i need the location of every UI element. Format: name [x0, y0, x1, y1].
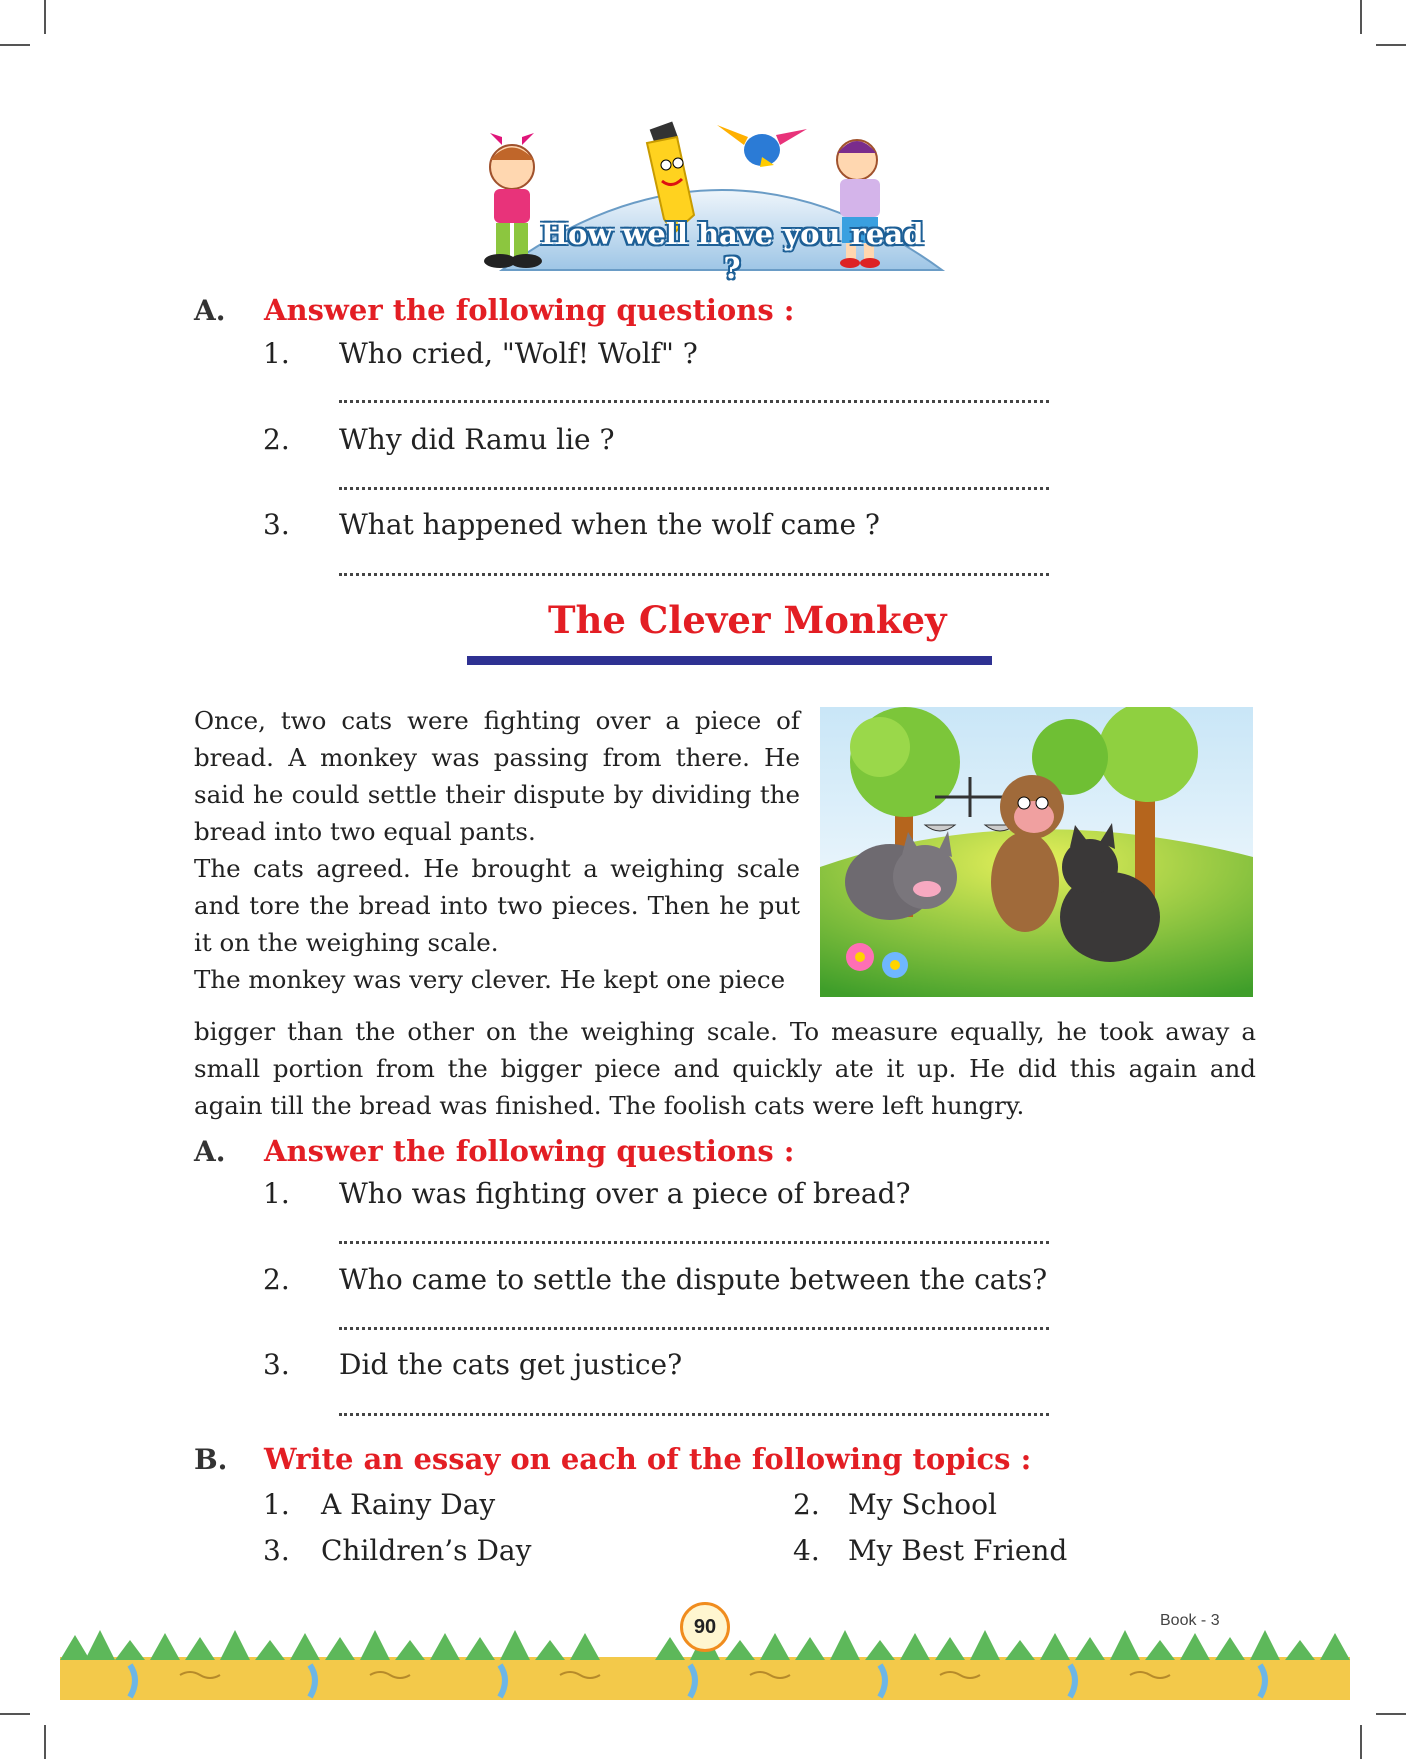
story-paragraph-3-end: bigger than the other on the weighing scale. To measure equally, he took away a small portion from the bigger piece and quickly ate it up. He did this again and again till the bread was finished. The foolish cats were left hungry. — [194, 1017, 1256, 1120]
section-heading: Answer the following questions : — [264, 1134, 795, 1168]
crop-mark — [1376, 44, 1406, 46]
crop-mark — [0, 44, 30, 46]
bird-cartoon — [717, 125, 807, 167]
topic-number: 1. — [263, 1488, 290, 1521]
question-number: 1. — [263, 1177, 290, 1210]
crop-mark — [44, 1725, 46, 1759]
answer-line[interactable] — [339, 573, 1049, 576]
section-heading: Write an essay on each of the following topics : — [264, 1442, 1032, 1476]
story-text — [194, 702, 800, 998]
story-text-continued — [194, 1013, 1256, 1124]
monkey-cats-illustration — [820, 707, 1253, 997]
question-text: Who cried, "Wolf! Wolf" ? — [339, 337, 698, 370]
crop-mark — [0, 1713, 30, 1715]
question-text: Who was fighting over a piece of bread? — [339, 1177, 911, 1210]
topic-text: My Best Friend — [848, 1534, 1068, 1567]
crop-mark — [1360, 0, 1362, 34]
story-paragraph-3-start: The monkey was very clever. He kept one piece — [194, 965, 786, 994]
page-number: 90 — [680, 1602, 730, 1652]
question-text: Did the cats get justice? — [339, 1348, 683, 1381]
crop-mark — [1376, 1713, 1406, 1715]
question-text: Who came to settle the dispute between the cats? — [339, 1263, 1048, 1296]
topic-number: 4. — [793, 1534, 820, 1567]
question-number: 1. — [263, 337, 290, 370]
crop-mark — [44, 0, 46, 34]
answer-line[interactable] — [339, 1413, 1049, 1416]
answer-line[interactable] — [339, 400, 1049, 403]
answer-line[interactable] — [339, 487, 1049, 490]
crop-mark — [1360, 1725, 1362, 1759]
section-letter: A. — [194, 1135, 226, 1168]
banner-title: How well have you read ? — [540, 217, 924, 285]
topic-text: My School — [848, 1488, 997, 1521]
answer-line[interactable] — [339, 1241, 1049, 1244]
question-number: 3. — [263, 508, 290, 541]
topic-text: A Rainy Day — [321, 1488, 496, 1521]
question-text: What happened when the wolf came ? — [339, 508, 880, 541]
story-title: The Clever Monkey — [548, 598, 947, 642]
topic-number: 2. — [793, 1488, 820, 1521]
section-letter: B. — [194, 1443, 228, 1476]
story-paragraph-1: Once, two cats were fighting over a piece of bread. A monkey was passing from there. He said he could settle their dispute by dividing the bread into two equal pants. — [194, 706, 800, 846]
banner-illustration — [462, 115, 982, 285]
story-paragraph-2: The cats agreed. He brought a weighing scale and tore the bread into two pieces. Then he put it on the weighing scale. — [194, 854, 800, 957]
question-number: 3. — [263, 1348, 290, 1381]
section-letter: A. — [194, 294, 226, 327]
question-number: 2. — [263, 423, 290, 456]
book-label: Book - 3 — [1160, 1612, 1220, 1629]
topic-text: Children’s Day — [321, 1534, 532, 1567]
title-underline — [467, 656, 992, 665]
answer-line[interactable] — [339, 1327, 1049, 1330]
section-heading: Answer the following questions : — [264, 293, 795, 327]
topic-number: 3. — [263, 1534, 290, 1567]
question-text: Why did Ramu lie ? — [339, 423, 615, 456]
question-number: 2. — [263, 1263, 290, 1296]
